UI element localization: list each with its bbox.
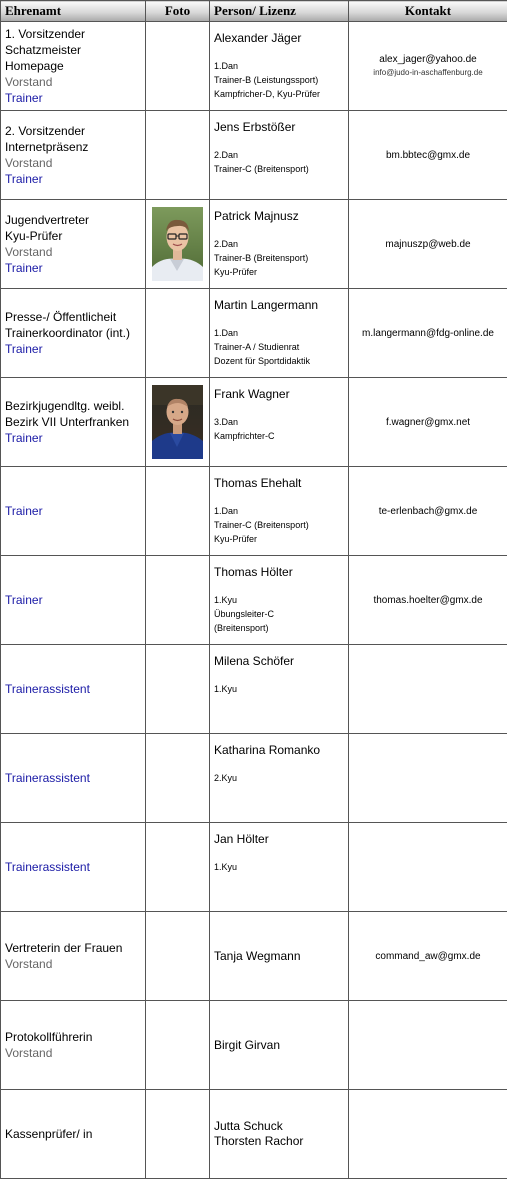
role-cell xyxy=(1,823,146,912)
role-cell xyxy=(1,111,146,200)
spacer xyxy=(214,580,348,593)
role-vorstand: Vorstand xyxy=(5,1046,53,1060)
person-cell xyxy=(210,1001,349,1090)
person-name: Tanja Wegmann xyxy=(214,948,301,963)
person-name: Patrick Majnusz xyxy=(214,209,299,223)
email-link[interactable]: alex_jager@yahoo.de xyxy=(379,54,477,65)
role-trainer: Trainer xyxy=(5,342,43,356)
table-row xyxy=(1,200,507,289)
license-detail: (Breitensport) xyxy=(214,623,269,633)
role-title: Vertreterin der Frauen xyxy=(5,941,123,955)
person-name: Martin Langermann xyxy=(214,298,319,312)
role-cell xyxy=(1,556,146,645)
person-name: Katharina Romanko xyxy=(214,743,321,757)
role-title: Trainerkoordinator (int.) xyxy=(5,326,130,340)
license-detail: Kampfrichter-C xyxy=(214,431,275,441)
license-detail: 1.Dan xyxy=(214,506,239,516)
table-row xyxy=(1,378,507,467)
photo-cell xyxy=(146,22,210,111)
email-link[interactable]: thomas.hoelter@gmx.de xyxy=(373,594,483,606)
role-title: Protokollführerin xyxy=(5,1030,93,1044)
role-cell xyxy=(1,289,146,378)
table-row xyxy=(1,823,507,912)
person-cell xyxy=(210,22,349,111)
license-detail: 1.Kyu xyxy=(214,862,238,872)
role-vorstand: Vorstand xyxy=(5,156,53,170)
role-title: Bezirk VII Unterfranken xyxy=(5,415,130,429)
contact-cell xyxy=(349,912,507,1001)
spacer xyxy=(214,224,348,237)
role-title: Internetpräsenz xyxy=(5,140,89,154)
table-row xyxy=(1,1001,507,1090)
person-cell xyxy=(210,378,349,467)
table-row xyxy=(1,734,507,823)
person-cell xyxy=(210,289,349,378)
photo-cell xyxy=(146,645,210,734)
contact-cell xyxy=(349,200,507,289)
role-title: Bezirkjugendltg. weibl. xyxy=(5,399,125,413)
email-link[interactable]: bm.bbtec@gmx.de xyxy=(385,149,471,161)
table-row xyxy=(1,1090,507,1179)
role-cell xyxy=(1,200,146,289)
role-cell xyxy=(1,912,146,1001)
photo-cell xyxy=(146,912,210,1001)
person-name: Jens Erbstößer xyxy=(214,120,296,134)
header-kontakt: Kontakt xyxy=(349,1,507,22)
email-link[interactable]: command_aw@gmx.de xyxy=(375,950,481,962)
contact-cell xyxy=(349,734,507,823)
license-detail: 2.Dan xyxy=(214,150,239,160)
role-vorstand: Vorstand xyxy=(5,957,53,971)
contact-cell xyxy=(349,556,507,645)
photo-cell xyxy=(146,823,210,912)
person-name: Thorsten Rachor xyxy=(214,1134,304,1148)
role-cell xyxy=(1,1090,146,1179)
role-trainer: Trainer xyxy=(5,593,43,607)
role-title: 1. Vorsitzender xyxy=(5,27,86,41)
contact-cell xyxy=(349,645,507,734)
role-trainer: Trainer xyxy=(5,431,43,445)
role-vorstand: Vorstand xyxy=(5,75,53,89)
contact-cell xyxy=(349,1090,507,1179)
spacer xyxy=(214,758,348,771)
license-detail: Trainer-C (Breitensport) xyxy=(214,520,309,530)
license-detail: Trainer-B (Leistungssport) xyxy=(214,75,319,85)
license-detail: Kyu-Prüfer xyxy=(214,534,258,544)
contact-cell xyxy=(349,378,507,467)
spacer xyxy=(214,313,348,326)
person-cell xyxy=(210,556,349,645)
person-cell xyxy=(210,645,349,734)
license-detail: 1.Kyu xyxy=(214,684,238,694)
spacer xyxy=(214,491,348,504)
role-cell xyxy=(1,22,146,111)
role-cell xyxy=(1,378,146,467)
license-detail: 1.Dan xyxy=(214,61,239,71)
email-link[interactable]: te-erlenbach@gmx.de xyxy=(378,505,478,517)
role-cell xyxy=(1,734,146,823)
person-photo-icon xyxy=(152,207,203,281)
email-link[interactable]: majnuszp@web.de xyxy=(385,238,471,250)
photo-cell xyxy=(146,467,210,556)
photo-cell xyxy=(146,111,210,200)
role-cell xyxy=(1,645,146,734)
person-name: Thomas Ehehalt xyxy=(214,476,302,490)
role-trainer: Trainerassistent xyxy=(5,682,90,696)
person-name: Birgit Girvan xyxy=(214,1037,281,1052)
table-row xyxy=(1,556,507,645)
person-name: Jutta Schuck xyxy=(214,1119,283,1133)
role-title: Kassenprüfer/ in xyxy=(5,1127,93,1141)
person-cell xyxy=(210,912,349,1001)
role-title: Schatzmeister xyxy=(5,43,82,57)
license-detail: 1.Kyu xyxy=(214,595,238,605)
role-trainer: Trainer xyxy=(5,504,43,518)
header-foto: Foto xyxy=(146,1,210,22)
header-person-lizenz: Person/ Lizenz xyxy=(210,1,349,22)
spacer xyxy=(214,402,348,415)
email-link[interactable]: m.langermann@fdg-online.de xyxy=(362,327,494,339)
photo-cell xyxy=(146,200,210,289)
table-row xyxy=(1,645,507,734)
table-row xyxy=(1,289,507,378)
license-detail: Trainer-C (Breitensport) xyxy=(214,164,309,174)
person-cell xyxy=(210,1090,349,1179)
person-name: Jan Hölter xyxy=(214,832,269,846)
person-name: Milena Schöfer xyxy=(214,654,295,668)
license-detail: Kampfricher-D, Kyu-Prüfer xyxy=(214,89,321,99)
license-detail: 3.Dan xyxy=(214,417,239,427)
contact-cell xyxy=(349,111,507,200)
contact-cell xyxy=(349,467,507,556)
photo-cell xyxy=(146,1090,210,1179)
photo-cell xyxy=(146,1001,210,1090)
spacer xyxy=(214,46,348,59)
table-row xyxy=(1,111,507,200)
role-cell xyxy=(1,467,146,556)
license-detail: Dozent für Sportdidaktik xyxy=(214,356,311,366)
role-vorstand: Vorstand xyxy=(5,245,53,259)
table-row xyxy=(1,22,507,111)
license-detail: 2.Dan xyxy=(214,239,239,249)
role-title: Kyu-Prüfer xyxy=(5,229,63,243)
role-title: Presse-/ Öffentlicheit xyxy=(5,310,117,324)
person-photo-icon xyxy=(152,385,203,459)
license-detail: Kyu-Prüfer xyxy=(214,267,258,277)
role-trainer: Trainerassistent xyxy=(5,771,90,785)
person-cell xyxy=(210,734,349,823)
contact-cell xyxy=(349,289,507,378)
person-name: Frank Wagner xyxy=(214,387,290,401)
photo-cell xyxy=(146,289,210,378)
contact-cell xyxy=(349,1001,507,1090)
person-cell xyxy=(210,200,349,289)
contact-cell xyxy=(349,823,507,912)
person-cell xyxy=(210,111,349,200)
header-ehrenamt: Ehrenamt xyxy=(1,1,146,22)
header-row xyxy=(1,1,507,22)
table-row xyxy=(1,912,507,1001)
role-title: Homepage xyxy=(5,59,64,73)
photo-cell xyxy=(146,556,210,645)
license-detail: Übungsleiter-C xyxy=(214,609,275,619)
contact-cell xyxy=(349,22,507,111)
table-row xyxy=(1,467,507,556)
spacer xyxy=(214,847,348,860)
role-trainer: Trainer xyxy=(5,172,43,186)
role-cell xyxy=(1,1001,146,1090)
email-link[interactable]: f.wagner@gmx.net xyxy=(385,416,471,428)
person-cell xyxy=(210,467,349,556)
license-detail: 2.Kyu xyxy=(214,773,238,783)
license-detail: Trainer-B (Breitensport) xyxy=(214,253,309,263)
role-trainer: Trainer xyxy=(5,91,43,105)
spacer xyxy=(214,669,348,682)
role-trainer: Trainer xyxy=(5,261,43,275)
email-link[interactable]: info@judo-in-aschaffenburg.de xyxy=(373,68,483,77)
license-detail: Trainer-A / Studienrat xyxy=(214,342,300,352)
role-title: Jugendvertreter xyxy=(5,213,90,227)
person-name: Alexander Jäger xyxy=(214,31,302,45)
photo-cell xyxy=(146,378,210,467)
role-title: 2. Vorsitzender xyxy=(5,124,86,138)
person-name: Thomas Hölter xyxy=(214,565,293,579)
role-trainer: Trainerassistent xyxy=(5,860,90,874)
person-cell xyxy=(210,823,349,912)
photo-cell xyxy=(146,734,210,823)
spacer xyxy=(214,135,348,148)
license-detail: 1.Dan xyxy=(214,328,239,338)
